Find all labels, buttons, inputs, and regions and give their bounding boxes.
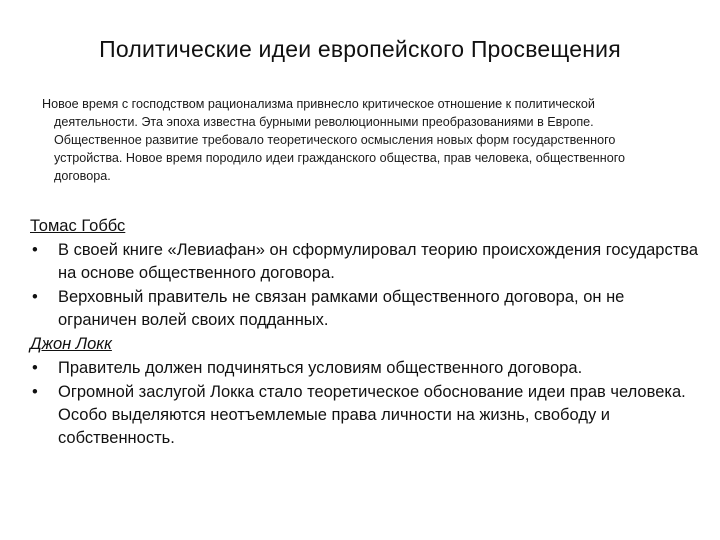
bullet-text: Правитель должен подчиняться условиям общественного договора.: [58, 359, 583, 377]
list-item: [30, 239, 700, 285]
bullet-icon: •: [32, 359, 38, 377]
bullet-list-hobbes: [30, 239, 700, 332]
section-heading-locke: Джон Локк: [30, 335, 112, 353]
section-heading-hobbes: Томас Гоббс: [30, 217, 126, 235]
bullet-text: Верховный правитель не связан рамками общественного договора, он не ограничен волей своих подданных.: [58, 288, 625, 329]
bullet-icon: •: [32, 288, 38, 306]
bullet-list-locke: [30, 357, 700, 450]
bullet-text: В своей книге «Левиафан» он сформулировал теорию происхождения государства на основе общественного договора.: [58, 241, 699, 282]
content-area: [30, 215, 700, 451]
slide-title: Политические идеи европейского Просвещения: [99, 36, 621, 62]
bullet-text: Огромной заслугой Локка стало теоретическое обоснование идеи прав человека. Особо выделяются неотъемлемые права личности на жизнь, свободу и собственность.: [58, 383, 686, 447]
bullet-icon: •: [32, 241, 38, 259]
list-item: [30, 381, 700, 450]
intro-text: Новое время с господством рационализма привнесло критическое отношение к политической деятельности. Эта эпоха известна бурными революционными преобразованиями в Европе. Общественное развитие требовало теоретического осмысления новых форм государственного устройства. Новое время породило идеи гражданского общества, прав человека, общественного договора.: [42, 97, 626, 183]
intro-paragraph: [42, 95, 642, 185]
bullet-icon: •: [32, 383, 38, 401]
list-item: [30, 286, 700, 332]
list-item: [30, 357, 700, 380]
